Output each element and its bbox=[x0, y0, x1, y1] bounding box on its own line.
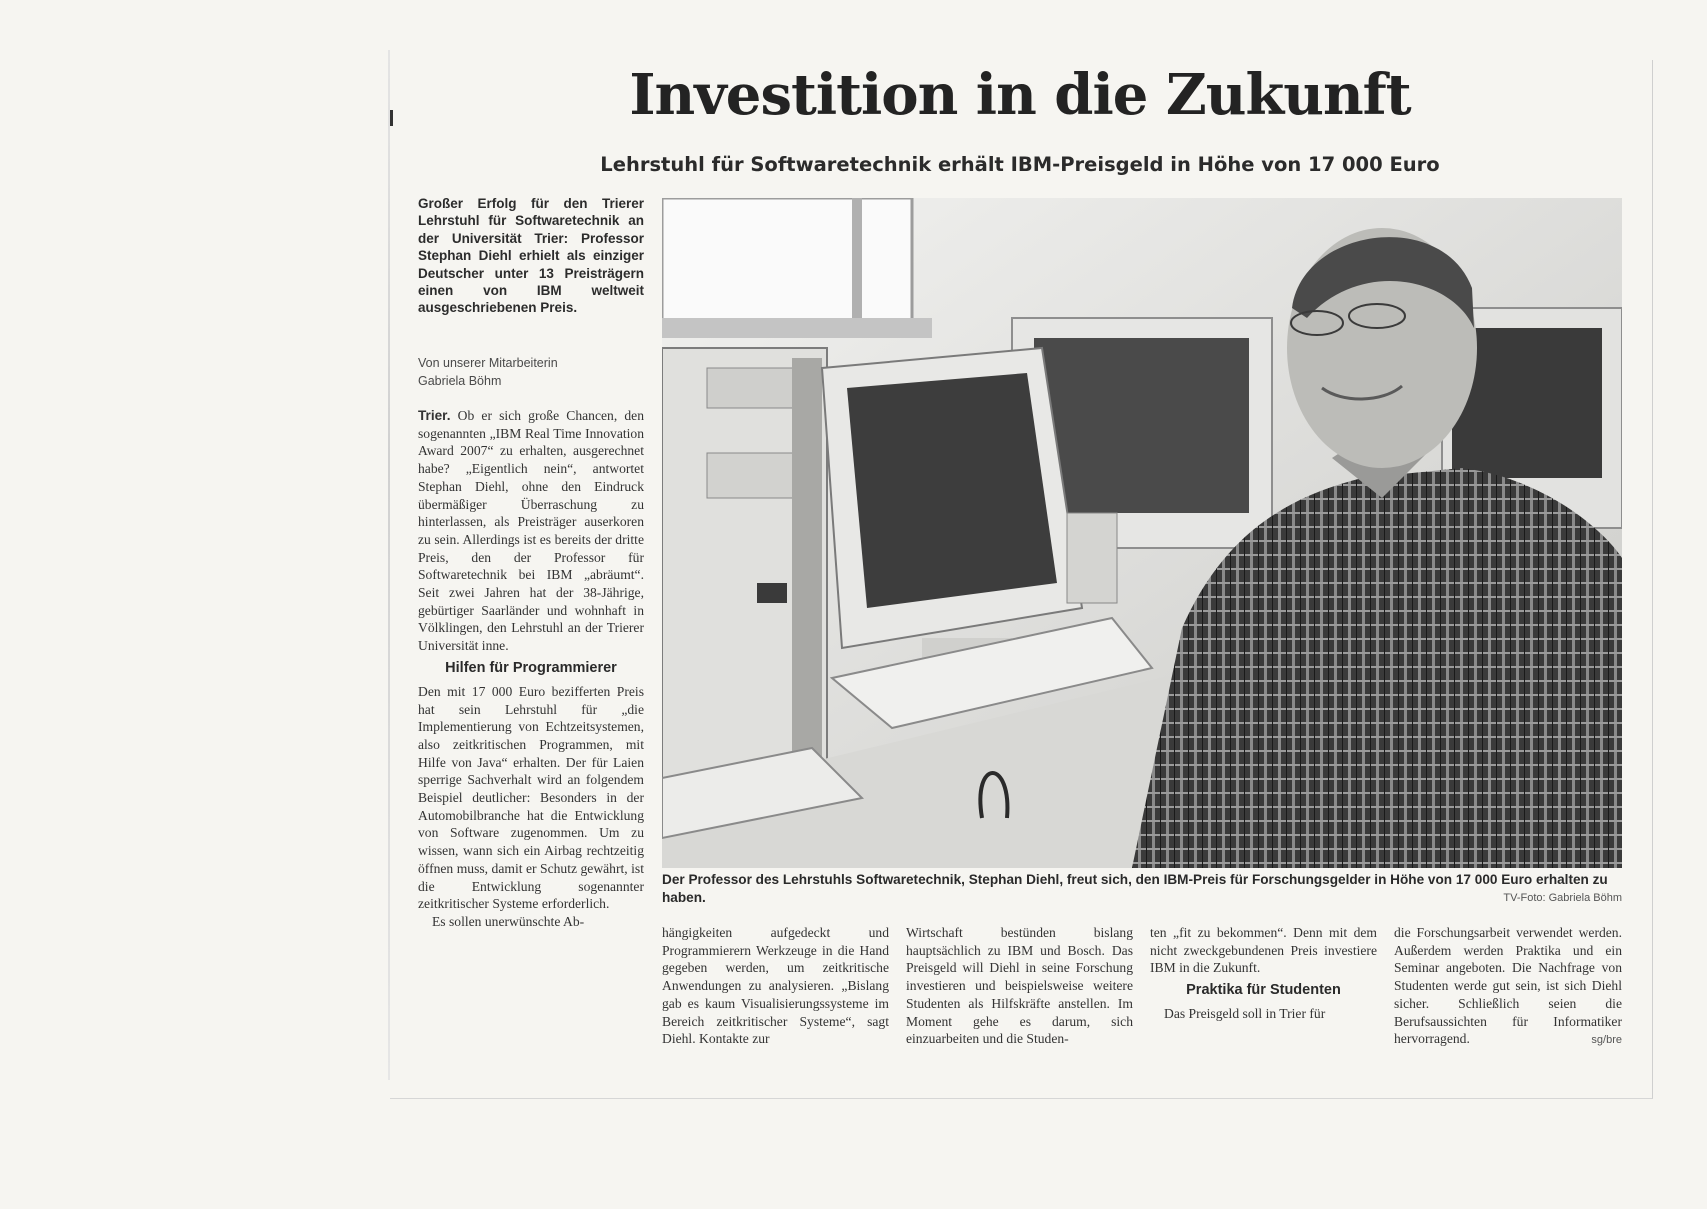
subhead-internships: Praktika für Studenten bbox=[1186, 982, 1341, 999]
photo-credit: TV-Foto: Gabriela Böhm bbox=[1503, 892, 1622, 904]
byline-author: Gabriela Böhm bbox=[418, 374, 502, 388]
column-5-text bbox=[1394, 924, 1622, 1048]
column-4-continued: Das Preisgeld soll in Trier für bbox=[1164, 1006, 1326, 1022]
column-5-body: die Forschungsarbeit verwendet werden. Außerdem werden Praktika und ein Seminar angeboten. Die Nachfrage von Studenten werde gut sein, ist sich Diehl sicher. Schließlich seien die Berufsaussichten für Informatiker hervorragend. bbox=[1394, 925, 1622, 1047]
photo-caption: Der Professor des Lehrstuhls Softwaretechnik, Stephan Diehl, freut sich, den IBM-Preis für Forschungsgelder in Höhe von 17 000 Euro erhalten zu haben. bbox=[662, 872, 1608, 905]
author-signature: sg/bre bbox=[1591, 1034, 1622, 1047]
article-column-4 bbox=[1150, 924, 1377, 1023]
article-column-3 bbox=[906, 924, 1133, 1048]
dateline: Trier. bbox=[418, 408, 451, 423]
paragraph-1-text: Ob er sich große Chancen, den sogenannten „IBM Real Time Innovation Award 2007“ zu erhalten, ausgerechnet habe? „Eigentlich nein“, antwortet Stephan Diehl, ohne den Eindruck übermäßiger Überraschung zu hinterlassen, als Preisträger auserkoren zu sein. Allerdings ist es bereits der dritte Preis, den der Professor für Softwaretechnik bei IBM „abräumt“. Seit zwei Jahren hat der 38-Jährige, gebürtiger Saarländer und wohnhaft in Völklingen, den Lehrstuhl an der Trierer Universität inne. bbox=[418, 408, 644, 654]
article-lead: Großer Erfolg für den Trierer Lehrstuhl für Softwaretechnik an der Universität Trier: Professor Stephan Diehl erhielt als einziger Deutscher unter 13 Preisträgern einen von IBM weltweit ausgeschriebenen Preis. bbox=[418, 196, 644, 316]
column-4-text: ten „fit zu bekommen“. Denn mit dem nicht zweckgebundenen Preis investiere IBM in die Zukunft. bbox=[1150, 925, 1377, 976]
article-column-5 bbox=[1394, 924, 1622, 1050]
paragraph-1 bbox=[418, 407, 644, 655]
headline: Investition in die Zukunft bbox=[629, 62, 1411, 128]
article-photo bbox=[662, 198, 1622, 868]
byline-role: Von unserer Mitarbeiterin bbox=[418, 356, 558, 370]
paragraph-2: Den mit 17 000 Euro bezifferten Preis hat sein Lehrstuhl für „die Implementierung von Echtzeitsystemen, also zeitkritischen Programmen, mit Hilfe von Java“ erhalten. Der für Laien sperrige Sachverhalt wird an folgendem Beispiel deutlicher: Besonders in der Automobilbranche hat die Entwicklung von Software zugenommen. Um zu wissen, wann sich ein Airbag rechtzeitig öffnen muss, damit er Schutz gewährt, ist die Entwicklung sogenannter zeitkritischer Systeme erforderlich. bbox=[418, 683, 644, 912]
column-2-text: hängigkeiten aufgedeckt und Programmierern Werkzeuge in die Hand gegeben werden, um zeitkritische Anwendungen zu analysieren. „Bislang gab es kaum Visualisierungssysteme im Bereich zeitkritischer Systeme“, sagt Diehl. Kontakte zur bbox=[662, 925, 889, 1047]
article-column-1 bbox=[418, 407, 644, 931]
byline bbox=[418, 354, 644, 390]
subheadline: Lehrstuhl für Softwaretechnik erhält IBM-Preisgeld in Höhe von 17 000 Euro bbox=[600, 153, 1440, 176]
photo-professor-at-computers bbox=[662, 198, 1622, 868]
paragraph-3: Es sollen unerwünschte Ab- bbox=[432, 913, 585, 929]
column-3-text: Wirtschaft bestünden bislang hauptsächlich zu IBM und Bosch. Das Preisgeld will Diehl in seine Forschung investieren und beispielsweise weitere Studenten als Hilfskräfte anstellen. Im Moment gehe es darum, sich einzuarbeiten und die Studen- bbox=[906, 925, 1133, 1047]
subhead-programmers: Hilfen für Programmierer bbox=[445, 659, 617, 676]
article-column-2 bbox=[662, 924, 889, 1048]
